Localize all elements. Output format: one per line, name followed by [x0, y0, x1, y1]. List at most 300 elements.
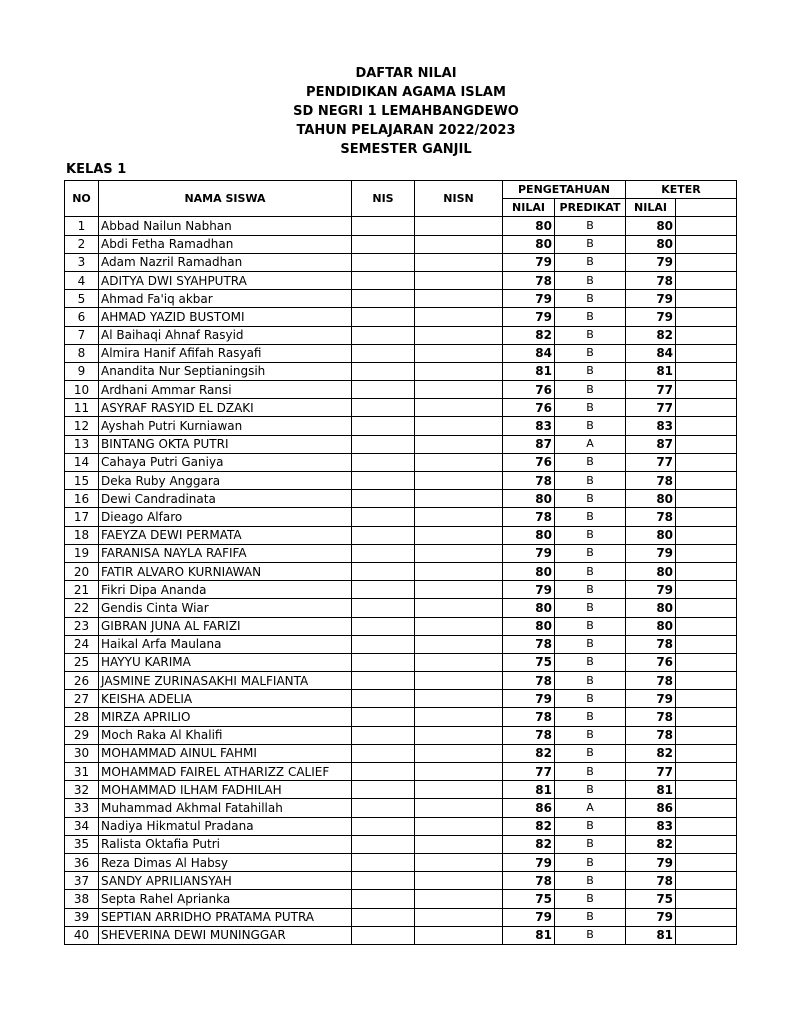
table-row — [65, 217, 737, 235]
row-number: 27 — [65, 690, 99, 708]
student-nisn — [415, 453, 503, 471]
table-row — [65, 781, 737, 799]
nilai-pengetahuan: 75 — [503, 890, 555, 908]
predikat-pengetahuan: B — [555, 308, 626, 326]
row-number: 6 — [65, 308, 99, 326]
student-nisn — [415, 708, 503, 726]
predikat-keterampilan — [676, 781, 737, 799]
row-number: 30 — [65, 744, 99, 762]
row-number: 20 — [65, 562, 99, 580]
nilai-keterampilan: 75 — [626, 890, 676, 908]
table-row — [65, 308, 737, 326]
predikat-keterampilan — [676, 708, 737, 726]
predikat-pengetahuan: B — [555, 599, 626, 617]
student-name: MOHAMMAD ILHAM FADHILAH — [99, 781, 352, 799]
predikat-keterampilan — [676, 744, 737, 762]
nilai-pengetahuan: 81 — [503, 362, 555, 380]
student-nis — [352, 253, 415, 271]
student-nisn — [415, 362, 503, 380]
student-name: Almira Hanif Afifah Rasyafi — [99, 344, 352, 362]
nilai-pengetahuan: 80 — [503, 526, 555, 544]
student-nis — [352, 326, 415, 344]
nilai-pengetahuan: 80 — [503, 599, 555, 617]
nilai-keterampilan: 78 — [626, 635, 676, 653]
table-row — [65, 708, 737, 726]
row-number: 22 — [65, 599, 99, 617]
nilai-keterampilan: 77 — [626, 399, 676, 417]
predikat-keterampilan — [676, 344, 737, 362]
title-line-1: DAFTAR NILAI — [355, 66, 457, 81]
predikat-pengetahuan: B — [555, 672, 626, 690]
table-row — [65, 653, 737, 671]
predikat-keterampilan — [676, 835, 737, 853]
predikat-keterampilan — [676, 617, 737, 635]
predikat-pengetahuan: B — [555, 271, 626, 289]
student-nis — [352, 744, 415, 762]
nilai-keterampilan: 79 — [626, 853, 676, 871]
nilai-keterampilan: 78 — [626, 872, 676, 890]
student-name: Ahmad Fa'iq akbar — [99, 290, 352, 308]
nilai-pengetahuan: 82 — [503, 744, 555, 762]
student-nisn — [415, 763, 503, 781]
header-predikat-pengetahuan: PREDIKAT — [555, 199, 626, 217]
table-row — [65, 926, 737, 944]
student-nisn — [415, 326, 503, 344]
nilai-keterampilan: 78 — [626, 708, 676, 726]
table-row — [65, 344, 737, 362]
student-nis — [352, 399, 415, 417]
predikat-keterampilan — [676, 235, 737, 253]
predikat-pengetahuan: B — [555, 581, 626, 599]
nilai-keterampilan: 79 — [626, 908, 676, 926]
student-nis — [352, 872, 415, 890]
nilai-keterampilan: 80 — [626, 235, 676, 253]
student-nisn — [415, 508, 503, 526]
student-nis — [352, 599, 415, 617]
row-number: 34 — [65, 817, 99, 835]
student-nisn — [415, 562, 503, 580]
predikat-pengetahuan: B — [555, 381, 626, 399]
nilai-pengetahuan: 76 — [503, 381, 555, 399]
row-number: 37 — [65, 872, 99, 890]
student-nis — [352, 362, 415, 380]
predikat-pengetahuan: B — [555, 708, 626, 726]
student-name: Ardhani Ammar Ransi — [99, 381, 352, 399]
table-row — [65, 326, 737, 344]
student-name: Ayshah Putri Kurniawan — [99, 417, 352, 435]
predikat-pengetahuan: B — [555, 690, 626, 708]
student-nisn — [415, 853, 503, 871]
nilai-keterampilan: 81 — [626, 926, 676, 944]
nilai-keterampilan: 79 — [626, 290, 676, 308]
predikat-keterampilan — [676, 544, 737, 562]
student-nisn — [415, 271, 503, 289]
student-nis — [352, 544, 415, 562]
table-row — [65, 435, 737, 453]
nilai-pengetahuan: 80 — [503, 235, 555, 253]
student-nis — [352, 690, 415, 708]
predikat-keterampilan — [676, 763, 737, 781]
student-nis — [352, 890, 415, 908]
header-nama-siswa: NAMA SISWA — [99, 181, 352, 217]
student-name: Muhammad Akhmal Fatahillah — [99, 799, 352, 817]
student-nis — [352, 581, 415, 599]
student-nisn — [415, 235, 503, 253]
predikat-keterampilan — [676, 817, 737, 835]
predikat-keterampilan — [676, 435, 737, 453]
predikat-keterampilan — [676, 290, 737, 308]
nilai-pengetahuan: 79 — [503, 908, 555, 926]
predikat-pengetahuan: B — [555, 890, 626, 908]
table-row — [65, 726, 737, 744]
row-number: 40 — [65, 926, 99, 944]
student-nisn — [415, 417, 503, 435]
nilai-keterampilan: 78 — [626, 472, 676, 490]
table-row — [65, 672, 737, 690]
predikat-pengetahuan: B — [555, 290, 626, 308]
nilai-keterampilan: 87 — [626, 435, 676, 453]
predikat-keterampilan — [676, 926, 737, 944]
nilai-keterampilan: 78 — [626, 508, 676, 526]
table-row — [65, 417, 737, 435]
predikat-keterampilan — [676, 581, 737, 599]
header-nisn: NISN — [415, 181, 503, 217]
nilai-pengetahuan: 82 — [503, 817, 555, 835]
predikat-keterampilan — [676, 362, 737, 380]
student-nis — [352, 290, 415, 308]
nilai-pengetahuan: 76 — [503, 399, 555, 417]
student-name: HAYYU KARIMA — [99, 653, 352, 671]
nilai-pengetahuan: 80 — [503, 217, 555, 235]
student-nis — [352, 490, 415, 508]
title-line-5: SEMESTER GANJIL — [340, 142, 472, 157]
nilai-keterampilan: 81 — [626, 362, 676, 380]
table-row — [65, 890, 737, 908]
nilai-pengetahuan: 79 — [503, 308, 555, 326]
nilai-keterampilan: 79 — [626, 690, 676, 708]
nilai-pengetahuan: 84 — [503, 344, 555, 362]
predikat-pengetahuan: B — [555, 617, 626, 635]
nilai-pengetahuan: 79 — [503, 290, 555, 308]
nilai-pengetahuan: 79 — [503, 544, 555, 562]
predikat-pengetahuan: B — [555, 544, 626, 562]
header-pengetahuan: PENGETAHUAN — [503, 181, 626, 199]
nilai-keterampilan: 79 — [626, 581, 676, 599]
row-number: 29 — [65, 726, 99, 744]
student-name: Fikri Dipa Ananda — [99, 581, 352, 599]
table-row — [65, 544, 737, 562]
table-row — [65, 599, 737, 617]
row-number: 18 — [65, 526, 99, 544]
student-name: FATIR ALVARO KURNIAWAN — [99, 562, 352, 580]
predikat-keterampilan — [676, 853, 737, 871]
student-nisn — [415, 599, 503, 617]
student-nis — [352, 926, 415, 944]
row-number: 12 — [65, 417, 99, 435]
header-predikat-keterampilan — [676, 199, 737, 217]
table-row — [65, 744, 737, 762]
predikat-pengetahuan: B — [555, 562, 626, 580]
predikat-pengetahuan: B — [555, 253, 626, 271]
nilai-pengetahuan: 78 — [503, 672, 555, 690]
student-nis — [352, 763, 415, 781]
nilai-keterampilan: 80 — [626, 490, 676, 508]
predikat-keterampilan — [676, 635, 737, 653]
nilai-keterampilan: 80 — [626, 217, 676, 235]
student-nisn — [415, 544, 503, 562]
nilai-pengetahuan: 79 — [503, 853, 555, 871]
student-name: Al Baihaqi Ahnaf Rasyid — [99, 326, 352, 344]
table-row — [65, 817, 737, 835]
table-row — [65, 508, 737, 526]
table-row — [65, 581, 737, 599]
student-nis — [352, 617, 415, 635]
table-row — [65, 362, 737, 380]
predikat-keterampilan — [676, 526, 737, 544]
student-name: Reza Dimas Al Habsy — [99, 853, 352, 871]
predikat-keterampilan — [676, 271, 737, 289]
student-nis — [352, 526, 415, 544]
student-nisn — [415, 472, 503, 490]
nilai-keterampilan: 84 — [626, 344, 676, 362]
predikat-pengetahuan: B — [555, 326, 626, 344]
predikat-pengetahuan: B — [555, 835, 626, 853]
grade-table — [64, 180, 737, 945]
table-row — [65, 235, 737, 253]
student-nisn — [415, 835, 503, 853]
row-number: 10 — [65, 381, 99, 399]
predikat-pengetahuan: B — [555, 344, 626, 362]
student-nis — [352, 853, 415, 871]
table-row — [65, 526, 737, 544]
title-line-3: SD NEGRI 1 LEMAHBANGDEWO — [293, 104, 519, 119]
student-nis — [352, 381, 415, 399]
row-number: 7 — [65, 326, 99, 344]
student-nisn — [415, 490, 503, 508]
nilai-pengetahuan: 78 — [503, 271, 555, 289]
student-name: Gendis Cinta Wiar — [99, 599, 352, 617]
student-nis — [352, 435, 415, 453]
nilai-pengetahuan: 87 — [503, 435, 555, 453]
nilai-keterampilan: 79 — [626, 253, 676, 271]
predikat-pengetahuan: B — [555, 817, 626, 835]
predikat-pengetahuan: B — [555, 417, 626, 435]
row-number: 9 — [65, 362, 99, 380]
student-nis — [352, 271, 415, 289]
table-row — [65, 635, 737, 653]
student-nis — [352, 708, 415, 726]
row-number: 33 — [65, 799, 99, 817]
student-name: Abbad Nailun Nabhan — [99, 217, 352, 235]
nilai-pengetahuan: 78 — [503, 708, 555, 726]
student-nisn — [415, 726, 503, 744]
row-number: 15 — [65, 472, 99, 490]
student-name: SEPTIAN ARRIDHO PRATAMA PUTRA — [99, 908, 352, 926]
student-nisn — [415, 653, 503, 671]
predikat-pengetahuan: A — [555, 799, 626, 817]
class-label: KELAS 1 — [66, 162, 127, 177]
student-name: MOHAMMAD AINUL FAHMI — [99, 744, 352, 762]
student-name: Septa Rahel Aprianka — [99, 890, 352, 908]
title-line-2: PENDIDIKAN AGAMA ISLAM — [306, 85, 506, 100]
table-row — [65, 271, 737, 289]
student-nis — [352, 417, 415, 435]
nilai-pengetahuan: 78 — [503, 508, 555, 526]
nilai-pengetahuan: 80 — [503, 617, 555, 635]
nilai-pengetahuan: 86 — [503, 799, 555, 817]
student-name: MIRZA APRILIO — [99, 708, 352, 726]
student-nis — [352, 453, 415, 471]
row-number: 28 — [65, 708, 99, 726]
predikat-pengetahuan: B — [555, 472, 626, 490]
student-name: SANDY APRILIANSYAH — [99, 872, 352, 890]
student-nisn — [415, 890, 503, 908]
nilai-pengetahuan: 79 — [503, 690, 555, 708]
student-nisn — [415, 926, 503, 944]
student-nisn — [415, 399, 503, 417]
student-name: Abdi Fetha Ramadhan — [99, 235, 352, 253]
table-row — [65, 908, 737, 926]
student-name: Haikal Arfa Maulana — [99, 635, 352, 653]
nilai-pengetahuan: 77 — [503, 763, 555, 781]
table-row — [65, 290, 737, 308]
student-nisn — [415, 581, 503, 599]
nilai-keterampilan: 80 — [626, 562, 676, 580]
student-nisn — [415, 617, 503, 635]
row-number: 8 — [65, 344, 99, 362]
student-nis — [352, 508, 415, 526]
predikat-pengetahuan: B — [555, 744, 626, 762]
predikat-pengetahuan: B — [555, 453, 626, 471]
nilai-keterampilan: 82 — [626, 835, 676, 853]
student-nisn — [415, 435, 503, 453]
predikat-keterampilan — [676, 490, 737, 508]
nilai-pengetahuan: 79 — [503, 581, 555, 599]
row-number: 16 — [65, 490, 99, 508]
predikat-pengetahuan: B — [555, 635, 626, 653]
student-nisn — [415, 290, 503, 308]
student-name: Dieago Alfaro — [99, 508, 352, 526]
student-nis — [352, 799, 415, 817]
student-nis — [352, 344, 415, 362]
predikat-pengetahuan: B — [555, 217, 626, 235]
student-name: AHMAD YAZID BUSTOMI — [99, 308, 352, 326]
student-nisn — [415, 872, 503, 890]
row-number: 1 — [65, 217, 99, 235]
table-row — [65, 853, 737, 871]
nilai-keterampilan: 82 — [626, 744, 676, 762]
student-nis — [352, 835, 415, 853]
student-nisn — [415, 744, 503, 762]
nilai-keterampilan: 79 — [626, 544, 676, 562]
header-nilai-pengetahuan: NILAI — [503, 199, 555, 217]
predikat-keterampilan — [676, 672, 737, 690]
student-name: FAEYZA DEWI PERMATA — [99, 526, 352, 544]
nilai-keterampilan: 77 — [626, 381, 676, 399]
predikat-pengetahuan: B — [555, 490, 626, 508]
student-name: Adam Nazril Ramadhan — [99, 253, 352, 271]
table-row — [65, 453, 737, 471]
nilai-pengetahuan: 80 — [503, 562, 555, 580]
nilai-pengetahuan: 78 — [503, 872, 555, 890]
predikat-pengetahuan: B — [555, 908, 626, 926]
header-nis: NIS — [352, 181, 415, 217]
predikat-keterampilan — [676, 890, 737, 908]
student-name: Anandita Nur Septianingsih — [99, 362, 352, 380]
student-name: FARANISA NAYLA RAFIFA — [99, 544, 352, 562]
nilai-keterampilan: 80 — [626, 599, 676, 617]
grade-table-body — [65, 217, 737, 945]
student-name: MOHAMMAD FAIREL ATHARIZZ CALIEF — [99, 763, 352, 781]
student-nis — [352, 308, 415, 326]
nilai-keterampilan: 78 — [626, 672, 676, 690]
header-no: NO — [65, 181, 99, 217]
nilai-pengetahuan: 78 — [503, 726, 555, 744]
student-nisn — [415, 908, 503, 926]
row-number: 11 — [65, 399, 99, 417]
predikat-pengetahuan: A — [555, 435, 626, 453]
table-row — [65, 872, 737, 890]
predikat-keterampilan — [676, 508, 737, 526]
student-nis — [352, 235, 415, 253]
table-row — [65, 835, 737, 853]
header-nilai-keterampilan: NILAI — [626, 199, 676, 217]
predikat-pengetahuan: B — [555, 781, 626, 799]
predikat-keterampilan — [676, 726, 737, 744]
nilai-pengetahuan: 83 — [503, 417, 555, 435]
row-number: 38 — [65, 890, 99, 908]
student-nis — [352, 781, 415, 799]
row-number: 14 — [65, 453, 99, 471]
table-row — [65, 472, 737, 490]
title-line-4: TAHUN PELAJARAN 2022/2023 — [296, 123, 516, 138]
row-number: 32 — [65, 781, 99, 799]
header-keterampilan: KETER — [626, 181, 737, 199]
table-row — [65, 399, 737, 417]
predikat-keterampilan — [676, 308, 737, 326]
row-number: 19 — [65, 544, 99, 562]
row-number: 39 — [65, 908, 99, 926]
student-name: JASMINE ZURINASAKHI MALFIANTA — [99, 672, 352, 690]
student-nis — [352, 472, 415, 490]
predikat-keterampilan — [676, 690, 737, 708]
nilai-keterampilan: 77 — [626, 763, 676, 781]
table-row — [65, 763, 737, 781]
predikat-pengetahuan: B — [555, 926, 626, 944]
student-nisn — [415, 635, 503, 653]
nilai-pengetahuan: 81 — [503, 926, 555, 944]
row-number: 26 — [65, 672, 99, 690]
student-nisn — [415, 690, 503, 708]
nilai-pengetahuan: 78 — [503, 472, 555, 490]
row-number: 3 — [65, 253, 99, 271]
nilai-keterampilan: 78 — [626, 271, 676, 289]
student-name: ADITYA DWI SYAHPUTRA — [99, 271, 352, 289]
predikat-keterampilan — [676, 381, 737, 399]
row-number: 35 — [65, 835, 99, 853]
row-number: 13 — [65, 435, 99, 453]
table-row — [65, 381, 737, 399]
row-number: 2 — [65, 235, 99, 253]
student-name: KEISHA ADELIA — [99, 690, 352, 708]
nilai-keterampilan: 81 — [626, 781, 676, 799]
nilai-keterampilan: 82 — [626, 326, 676, 344]
student-nis — [352, 635, 415, 653]
nilai-keterampilan: 80 — [626, 617, 676, 635]
student-nis — [352, 672, 415, 690]
nilai-keterampilan: 83 — [626, 417, 676, 435]
predikat-pengetahuan: B — [555, 235, 626, 253]
